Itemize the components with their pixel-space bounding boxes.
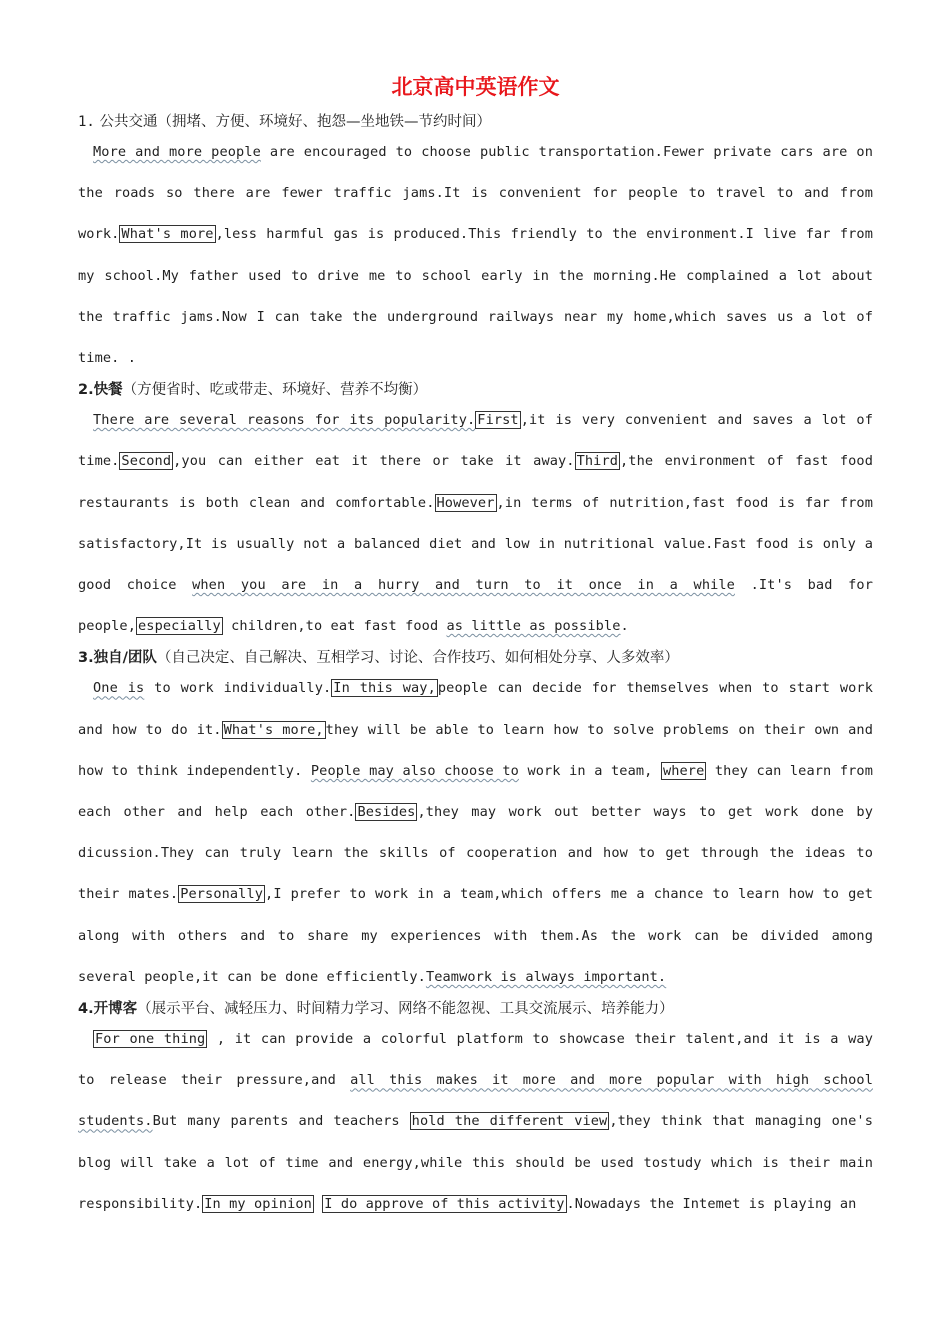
section-heading-fast-food: [78, 380, 873, 400]
phrase-boxed: In this way,: [333, 680, 436, 697]
text-run: ,they may work out better ways to get work done by dicussion.They can truly learn the skills of cooperation and how to get through the ideas to their mates.: [78, 804, 873, 903]
section-heading-public-transport: [78, 112, 873, 132]
text-run: they can learn from each other and help each other.: [78, 762, 873, 821]
phrase-boxed: hold the different view: [411, 1113, 608, 1130]
section-heading-alone-or-team: [78, 648, 873, 668]
text-run: But many parents and teachers: [152, 1113, 410, 1130]
text-run: ,the environment of fast food restaurants is both clean and comfortable.: [78, 453, 873, 511]
phrase-underlined: all this makes it more and more popular with high school students.: [78, 1072, 873, 1130]
phrase-underlined: when you are in a hurry and turn to it once in a while: [192, 577, 735, 594]
phrase-boxed: What's more,: [223, 721, 324, 738]
text-run: work in a team,: [518, 762, 661, 779]
text-run: , it can provide a colorful platform to showcase their talent,and it is a way to release their pressure,and: [78, 1031, 873, 1089]
phrase-boxed: where: [662, 762, 705, 779]
phrase-boxed: especially: [138, 618, 221, 635]
phrase-underlined: Teamwork is always important.: [425, 968, 667, 985]
section-heading-blogging: [78, 999, 873, 1019]
phrase-boxed: Second: [121, 453, 172, 470]
phrase-boxed: In my opinion: [204, 1195, 312, 1212]
section-subtitle: （展示平台、减轻压力、时间精力学习、网络不能忽视、工具交流展示、培养能力）: [137, 1001, 674, 1018]
phrase-boxed: Besides: [357, 804, 416, 821]
essay-paragraph-alone-or-team: [78, 668, 873, 998]
essay-paragraph-public-transport: [78, 132, 873, 379]
section-subtitle: （方便省时、吃或带走、环境好、营养不均衡）: [122, 382, 428, 399]
section-subtitle: （自己决定、自己解决、互相学习、讨论、合作技巧、如何相处分享、人多效率）: [156, 650, 679, 667]
section-number: 2.: [78, 382, 94, 399]
phrase-underlined: There are several reasons for its popularity.: [93, 412, 476, 429]
text-run: .: [620, 618, 629, 635]
phrase-boxed: Third: [576, 453, 619, 470]
section-keyword: 开博客: [93, 1001, 138, 1018]
section-number: 3.: [78, 650, 94, 667]
text-run: they will be able to learn how to solve problems on their own and how to think independently.: [78, 721, 873, 779]
text-run: ,less harmful gas is produced.This friendly to the environment.I live far from my school.My father used to drive me to school early in the morning.He complained a lot about the traffic jams.Now I can take the underground railways near my home,which saves us a lot of time. .: [78, 226, 873, 367]
phrase-boxed: However: [436, 494, 495, 511]
phrase-boxed: Personally: [180, 886, 264, 903]
text-run: people can decide for themselves when to start work and how to do it.: [78, 680, 873, 738]
essay-paragraph-fast-food: [78, 400, 873, 647]
phrase-boxed: I do approve of this activity: [324, 1195, 565, 1212]
phrase-underlined: People may also choose to: [310, 762, 519, 779]
text-run: ,you can either eat it there or take it away.: [173, 453, 575, 470]
text-run: to work individually.: [144, 680, 332, 697]
section-keyword: 独自/团队: [93, 650, 157, 667]
section-keyword: 公共交通: [99, 114, 158, 130]
text-run: .Nowadays the Intemet is playing an: [566, 1195, 857, 1212]
phrase-boxed: What's more: [121, 226, 214, 243]
text-run: ,I prefer to work in a team,which offers me a chance to learn how to get along with others and to share my experiences with them.As the work can be divided among several people,it can be done efficiently.: [78, 886, 873, 985]
text-run: children,to eat fast food: [222, 618, 447, 635]
phrase-underlined: More and more people: [93, 144, 261, 160]
phrase-underlined: as little as possible: [446, 618, 621, 635]
text-run: ,it is very convenient and saves a lot of time.: [78, 412, 873, 470]
section-number: 4.: [78, 1001, 94, 1018]
section-keyword: 快餐: [93, 382, 123, 399]
document-title: 北京高中英语作文: [391, 74, 560, 99]
essay-paragraph-blogging: [78, 1019, 873, 1225]
section-number: 1.: [78, 114, 95, 130]
text-run: are encouraged to choose public transportation.Fewer private cars are on the roads so there are fewer traffic jams.It is convenient for people to travel to and from work.: [78, 144, 873, 243]
phrase-underlined: One is: [93, 680, 145, 697]
text-run: ,they think that managing one's blog will take a lot of time and energy,while this should be used tostudy which is their main responsibility.: [78, 1113, 873, 1212]
document-page: [78, 70, 873, 1226]
text-run: ,in terms of nutrition,fast food is far from satisfactory,It is usually not a balanced diet and low in nutritional value.Fast food is only a good choice: [78, 494, 873, 594]
phrase-boxed: First: [477, 412, 519, 429]
text-run: .It's bad for people,: [78, 577, 873, 635]
section-subtitle: （拥堵、方便、环境好、抱怨—坐地铁—节约时间）: [157, 114, 491, 130]
phrase-boxed: For one thing: [95, 1031, 206, 1048]
